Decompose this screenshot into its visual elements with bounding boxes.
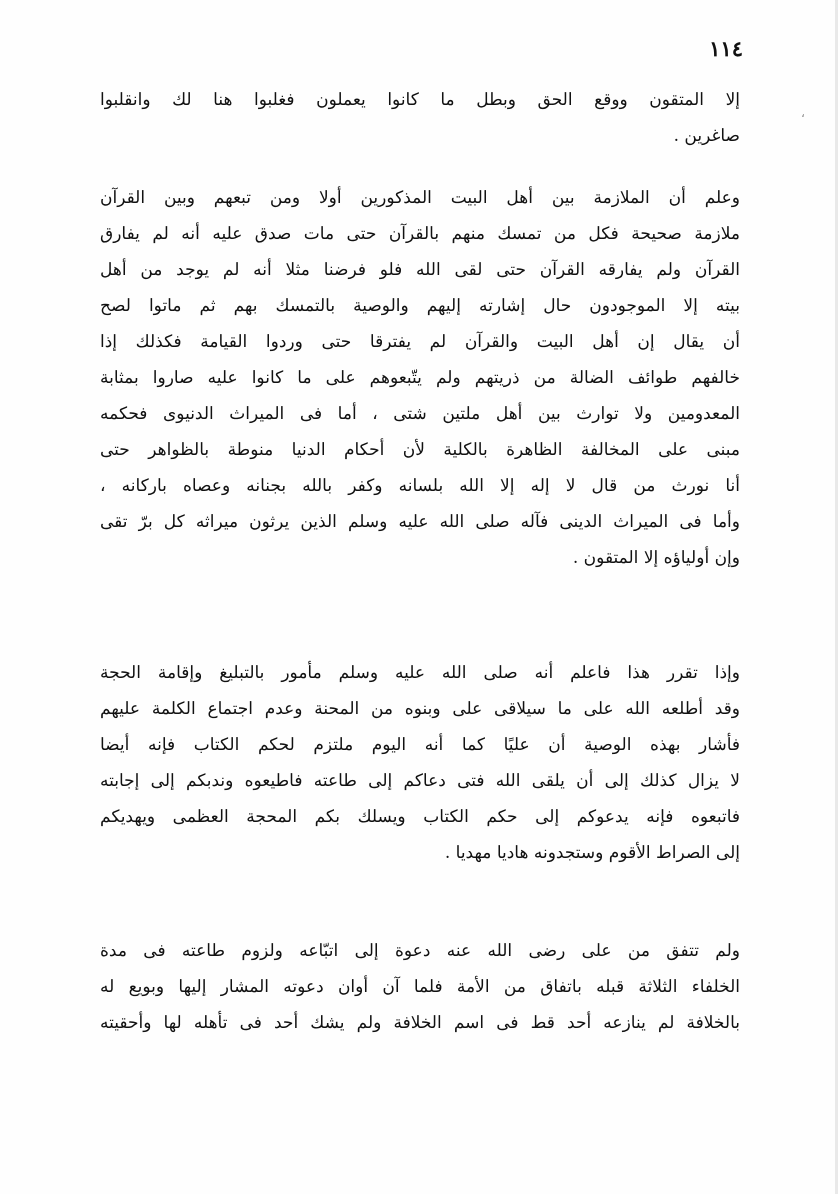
text-line: أن يقال إن أهل البيت والقرآن لم يفترقا حتى وردوا القيامة فكذلك إذا xyxy=(100,332,740,352)
text-line: بالخلافة لم ينازعه أحد قط فى اسم الخلافة ولم يشك أحد فى تأهله لها وأحقيته xyxy=(100,1013,740,1033)
text-line: خالفهم طوائف الضالة من ذريتهم ولم يتّبعوهم على ما كانوا عليه صاروا بمثابة xyxy=(100,368,740,388)
margin-mark: ، xyxy=(801,106,805,120)
text-line: الخلفاء الثلاثة قبله باتفاق من الأمة فلما آن أوان دعوته المشار إليها وبويع له xyxy=(100,977,740,997)
text-line: إلى الصراط الأقوم وستجدونه هاديا مهديا . xyxy=(444,843,740,863)
text-line: لا يزال كذلك إلى أن يلقى الله فتى دعاكم إلى طاعته فاطيعوه وندبكم إلى إجابته xyxy=(100,771,740,791)
text-line: مبنى على المخالفة الظاهرة بالكلية لأن أحكام الدنيا منوطة بالظواهر حتى xyxy=(100,440,740,460)
text-line: بيته إلا الموجودون حال إشارته إليهم والوصية بالتمسك بهم ثم ماتوا لصح xyxy=(100,296,740,316)
text-line: المعدومين ولا توارث بين أهل ملتين شتى ، أما فى الميراث الدنيوى فحكمه xyxy=(100,404,740,424)
text-line: وقد أطلعه الله على ما سيلاقى على وبنوه من المحنة وعدم اجتماع الكلمة عليهم xyxy=(100,699,740,719)
paragraph-2 xyxy=(100,180,740,576)
text-line: وأما فى الميراث الدينى فآله صلى الله عليه وسلم الذين يرثون ميراثه كل برّ تقى xyxy=(100,512,740,532)
text-line: فأشار بهذه الوصية أن عليًا كما أنه اليوم ملتزم لحكم الكتاب فإنه أيضا xyxy=(100,735,740,755)
text-line: صاغرين . xyxy=(673,126,740,146)
text-line: إلا المتقون ووقع الحق وبطل ما كانوا يعملون فغلبوا هنا لك وانقلبوا xyxy=(100,90,740,110)
text-line: القرآن ولم يفارقه القرآن حتى لقى الله فلو فرضنا مثلا أنه لم يوجد من أهل xyxy=(100,260,740,280)
text-line: وإن أولياؤه إلا المتقون . xyxy=(572,548,740,568)
text-line: ولم تتفق من على رضى الله عنه دعوة إلى اتبّاعه ولزوم طاعته فى مدة xyxy=(100,941,740,961)
paragraph-1 xyxy=(100,82,740,154)
text-line: أنا نورث من قال لا إله إلا الله بلسانه وكفر بالله بجنانه وعصاه باركانه ، xyxy=(100,476,740,496)
text-line: وعلم أن الملازمة بين أهل البيت المذكورين أولا ومن تبعهم وبين القرآن xyxy=(100,188,740,208)
text-line: ملازمة صحيحة فكل من تمسك منهم بالقرآن حتى مات صدق عليه أنه لم يفارق xyxy=(100,224,740,244)
text-line: وإذا تقرر هذا فاعلم أنه صلى الله عليه وسلم مأمور بالتبليغ وإقامة الحجة xyxy=(100,663,740,683)
paragraph-3 xyxy=(100,655,740,871)
text-line: فاتبعوه فإنه يدعوكم إلى حكم الكتاب ويسلك بكم المحجة العظمى ويهديكم xyxy=(100,807,740,827)
page-number: ١١٤ xyxy=(709,36,743,61)
paragraph-4 xyxy=(100,933,740,1041)
